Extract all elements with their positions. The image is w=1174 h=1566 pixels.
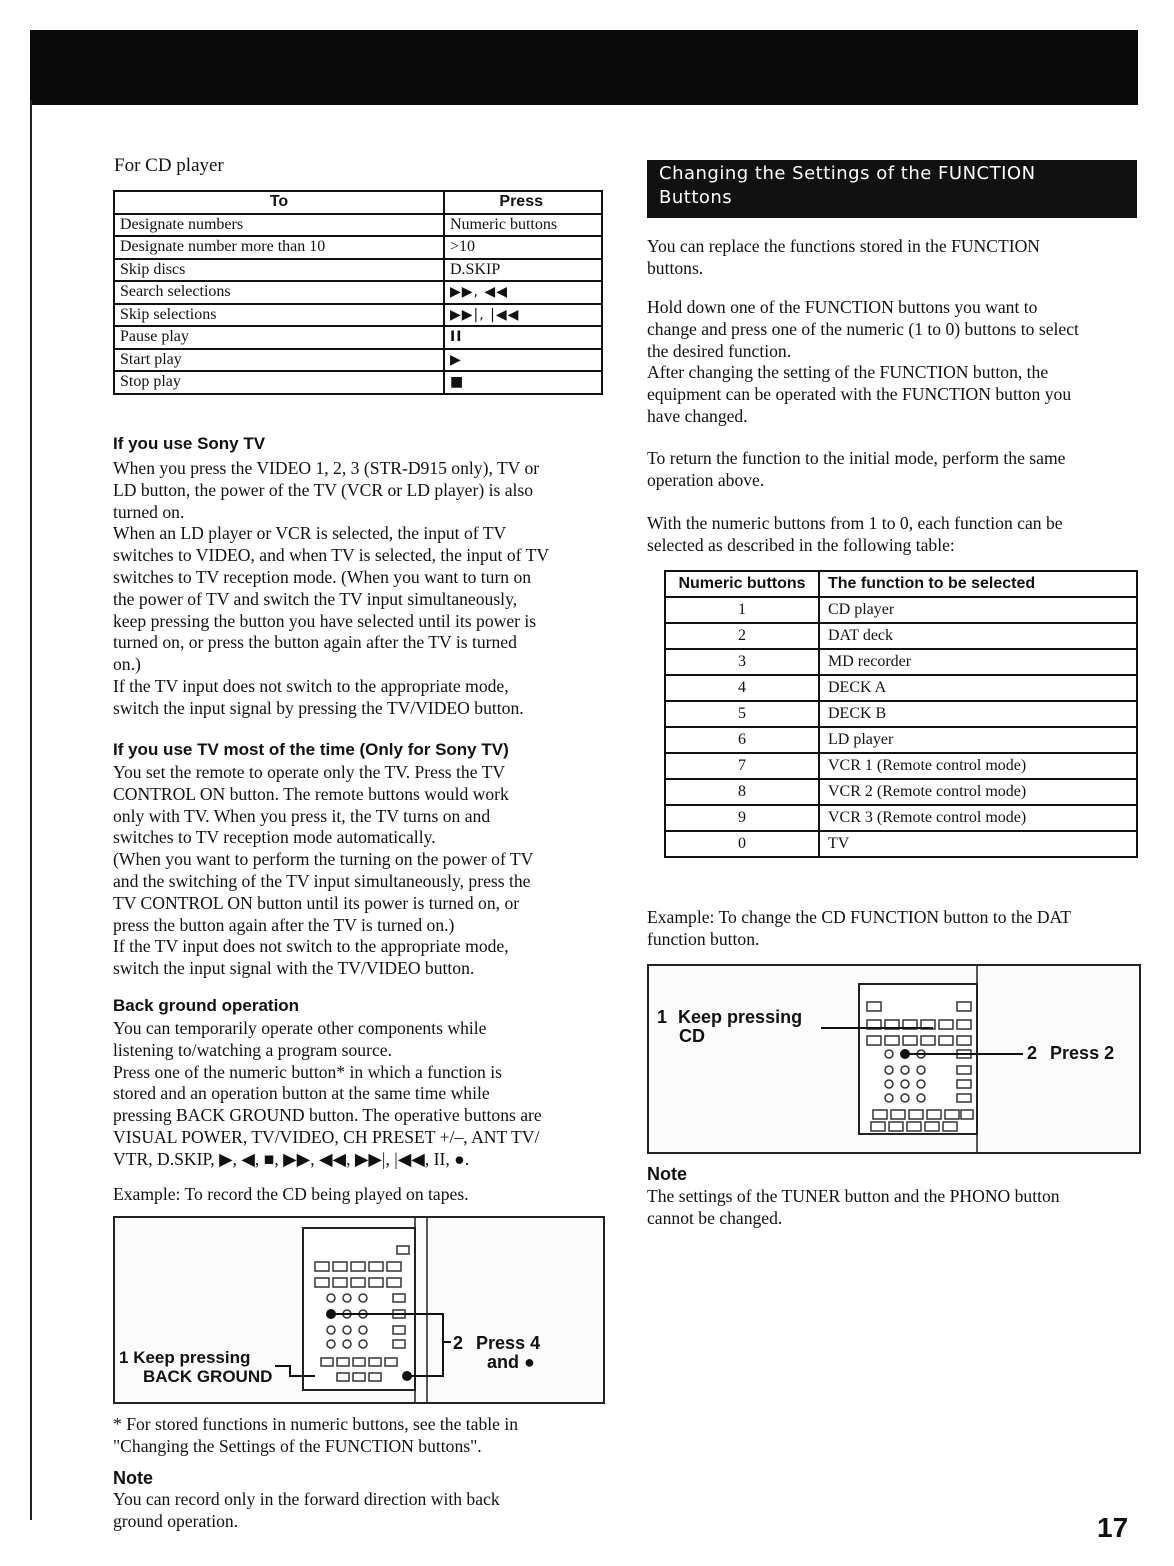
table-cell: MD recorder [819, 649, 1137, 675]
table-cell: Stop play [114, 371, 444, 394]
tv-most-title: If you use TV most of the time (Only for Sony TV) [113, 740, 509, 759]
table-cell: Skip selections [114, 304, 444, 327]
table-cell: DECK B [819, 701, 1137, 727]
step-number: 2 [1027, 1043, 1038, 1063]
col-header-function: The function to be selected [819, 571, 1137, 597]
table-cell: DECK A [819, 675, 1137, 701]
text-line: turned on, or press the button again after the TV is turned [113, 632, 517, 653]
table-row [665, 649, 1137, 675]
text-line: If the TV input does not switch to the appropriate mode, [113, 936, 509, 957]
table-cell: Designate number more than 10 [114, 236, 444, 259]
background-title: Back ground operation [113, 996, 300, 1015]
sony-tv-text [113, 458, 549, 720]
text-line: VISUAL POWER, TV/VIDEO, CH PRESET +/–, ANT TV/ [113, 1126, 540, 1147]
table-row [665, 623, 1137, 649]
table-row [114, 236, 602, 259]
section-title-box [647, 160, 1137, 218]
text-line: Example: To change the CD FUNCTION button to the DAT [647, 907, 1072, 927]
right-p3 [647, 448, 1065, 492]
right-p1 [647, 236, 1040, 280]
cd-player-heading: For CD player [114, 155, 224, 176]
text-line: pressing BACK GROUND button. The operative buttons are [113, 1105, 542, 1126]
table-cell: VCR 2 (Remote control mode) [819, 779, 1137, 805]
table-cell: 5 [665, 701, 819, 727]
table-cell: VCR 3 (Remote control mode) [819, 805, 1137, 831]
text-line: function button. [647, 928, 760, 949]
cd-player-table [113, 190, 603, 395]
fig-label-2 [1027, 1044, 1114, 1063]
left-note-title: Note [113, 1468, 153, 1488]
col-header-to: To [114, 191, 444, 214]
text-line: To return the function to the initial mode, perform the same [647, 448, 1066, 468]
table-cell: TV [819, 831, 1137, 857]
step-text: Press 2 [1050, 1043, 1115, 1063]
section-title: Changing the Settings of the FUNCTION [659, 163, 1036, 184]
footnote [113, 1414, 518, 1458]
col-header-press: Press [444, 191, 602, 214]
step-text: and ● [487, 1352, 535, 1372]
text-line: After changing the setting of the FUNCTION button, the [647, 362, 1049, 383]
table-row [114, 371, 602, 394]
table-row [665, 597, 1137, 623]
text-line: (When you want to perform the turning on the power of TV [113, 849, 534, 870]
table-cell: Start play [114, 349, 444, 372]
text-line: When an LD player or VCR is selected, the input of TV [113, 523, 507, 544]
step-text: Keep pressing [133, 1348, 251, 1367]
table-row [114, 214, 602, 237]
fig-label-1 [657, 1008, 802, 1046]
text-line: the desired function. [647, 340, 792, 361]
step-text: BACK GROUND [143, 1367, 273, 1386]
text-line: ground operation. [113, 1510, 239, 1531]
text-line: cannot be changed. [647, 1207, 783, 1228]
step-text: Press 4 [476, 1333, 541, 1353]
table-cell: DAT deck [819, 623, 1137, 649]
page-number: 17 [1097, 1512, 1129, 1543]
table-row [665, 779, 1137, 805]
text-line: operation above. [647, 469, 765, 490]
text-line: listening to/watching a program source. [113, 1039, 392, 1060]
text-line: only with TV. When you press it, the TV turns on and [113, 805, 491, 826]
table-cell: CD player [819, 597, 1137, 623]
step-number: 1 [119, 1348, 129, 1367]
table-row [665, 805, 1137, 831]
text-line: Hold down one of the FUNCTION buttons you want to [647, 297, 1038, 317]
table-header-row [114, 191, 602, 214]
right-note-title: Note [647, 1164, 687, 1184]
table-cell: 4 [665, 675, 819, 701]
step-text: CD [679, 1026, 705, 1046]
table-cell: D.SKIP [444, 259, 602, 282]
text-line: With the numeric buttons from 1 to 0, each function can be [647, 513, 1063, 533]
tv-most-text [113, 762, 533, 980]
text-line: You set the remote to operate only the TV. Press the TV [113, 762, 506, 782]
table-row [114, 281, 602, 304]
table-row [665, 675, 1137, 701]
text-line: switches to TV reception mode. (When you want to turn on [113, 566, 532, 587]
text-line: You can replace the functions stored in the FUNCTION [647, 236, 1041, 256]
table-row [114, 304, 602, 327]
text-line: You can temporarily operate other components while [113, 1018, 487, 1038]
text-line: and the switching of the TV input simultaneously, press the [113, 870, 531, 891]
text-line: press the button again after the TV is turned on.) [113, 914, 455, 935]
text-line: TV CONTROL ON button until its power is turned on, or [113, 892, 520, 913]
table-header-row [665, 571, 1137, 597]
text-line: selected as described in the following table: [647, 534, 955, 555]
left-note-text [113, 1489, 500, 1533]
table-cell: LD player [819, 727, 1137, 753]
text-line: have changed. [647, 405, 748, 426]
text-line: VTR, D.SKIP, ▶, ◀, ■, ▶▶, ◀◀, ▶▶|, |◀◀, II, ●. [113, 1148, 470, 1169]
text-line: * For stored functions in numeric buttons, see the table in [113, 1414, 519, 1434]
step-number: 1 [657, 1007, 668, 1027]
background-text [113, 1018, 542, 1171]
table-cell: Numeric buttons [444, 214, 602, 237]
table-cell: 3 [665, 649, 819, 675]
table-cell: Pause play [114, 326, 444, 349]
table-cell: ■ [444, 371, 602, 394]
text-line: LD button, the power of the TV (VCR or LD player) is also [113, 479, 534, 500]
table-row [114, 349, 602, 372]
text-line: the power of TV and switch the TV input simultaneously, [113, 588, 518, 609]
text-line: switches to TV reception mode automatically. [113, 827, 436, 848]
table-cell: ▶▶|, |◀◀ [444, 304, 602, 327]
table-cell: ▶ [444, 349, 602, 372]
table-cell: 2 [665, 623, 819, 649]
table-row [665, 753, 1137, 779]
sony-tv-title: If you use Sony TV [113, 434, 266, 453]
table-row [665, 831, 1137, 857]
background-figure [113, 1216, 605, 1404]
left-example: Example: To record the CD being played on tapes. [113, 1184, 469, 1204]
table-cell: ▶▶, ◀◀ [444, 281, 602, 304]
text-line: switch the input signal by pressing the TV/VIDEO button. [113, 697, 524, 718]
table-cell: 7 [665, 753, 819, 779]
col-header-numeric: Numeric buttons [665, 571, 819, 597]
table-cell: Skip discs [114, 259, 444, 282]
right-p2 [647, 297, 1079, 428]
text-line: buttons. [647, 257, 704, 278]
right-note-text [647, 1186, 1060, 1230]
text-line: switches to VIDEO, and when TV is selected, the input of TV [113, 545, 550, 566]
section-title: Buttons [659, 187, 733, 208]
table-row [114, 259, 602, 282]
text-line: "Changing the Settings of the FUNCTION buttons". [113, 1435, 482, 1456]
table-row [114, 326, 602, 349]
text-line: Press one of the numeric button* in which a function is [113, 1061, 502, 1082]
right-p4 [647, 513, 1063, 557]
table-cell: 6 [665, 727, 819, 753]
table-cell: II [444, 326, 602, 349]
table-row [665, 701, 1137, 727]
text-line: keep pressing the button you have selected until its power is [113, 610, 537, 631]
header-bar [30, 30, 1138, 105]
table-cell: >10 [444, 236, 602, 259]
text-line: on.) [113, 654, 141, 675]
text-line: equipment can be operated with the FUNCTION button you [647, 384, 1072, 405]
table-cell: Designate numbers [114, 214, 444, 237]
text-line: turned on. [113, 501, 185, 522]
text-line: When you press the VIDEO 1, 2, 3 (STR-D915 only), TV or [113, 458, 540, 478]
table-cell: Search selections [114, 281, 444, 304]
table-cell: 0 [665, 831, 819, 857]
fig-label-2 [453, 1334, 540, 1372]
text-line: switch the input signal with the TV/VIDEO button. [113, 958, 475, 979]
text-line: CONTROL ON button. The remote buttons would work [113, 783, 509, 804]
step-text: Keep pressing [678, 1007, 803, 1027]
margin-line [30, 100, 32, 1520]
text-line: The settings of the TUNER button and the PHONO button [647, 1186, 1060, 1206]
table-cell: 1 [665, 597, 819, 623]
text-line: If the TV input does not switch to the appropriate mode, [113, 675, 509, 696]
fig-label-1 [119, 1348, 272, 1386]
table-cell: 9 [665, 805, 819, 831]
text-line: You can record only in the forward direction with back [113, 1489, 500, 1509]
function-table [664, 570, 1138, 858]
right-example [647, 907, 1071, 951]
function-figure [647, 964, 1141, 1154]
table-cell: 8 [665, 779, 819, 805]
text-line: change and press one of the numeric (1 to 0) buttons to select [647, 318, 1079, 339]
table-row [665, 727, 1137, 753]
step-number: 2 [453, 1333, 464, 1353]
text-line: stored and an operation button at the same time while [113, 1083, 490, 1104]
table-cell: VCR 1 (Remote control mode) [819, 753, 1137, 779]
